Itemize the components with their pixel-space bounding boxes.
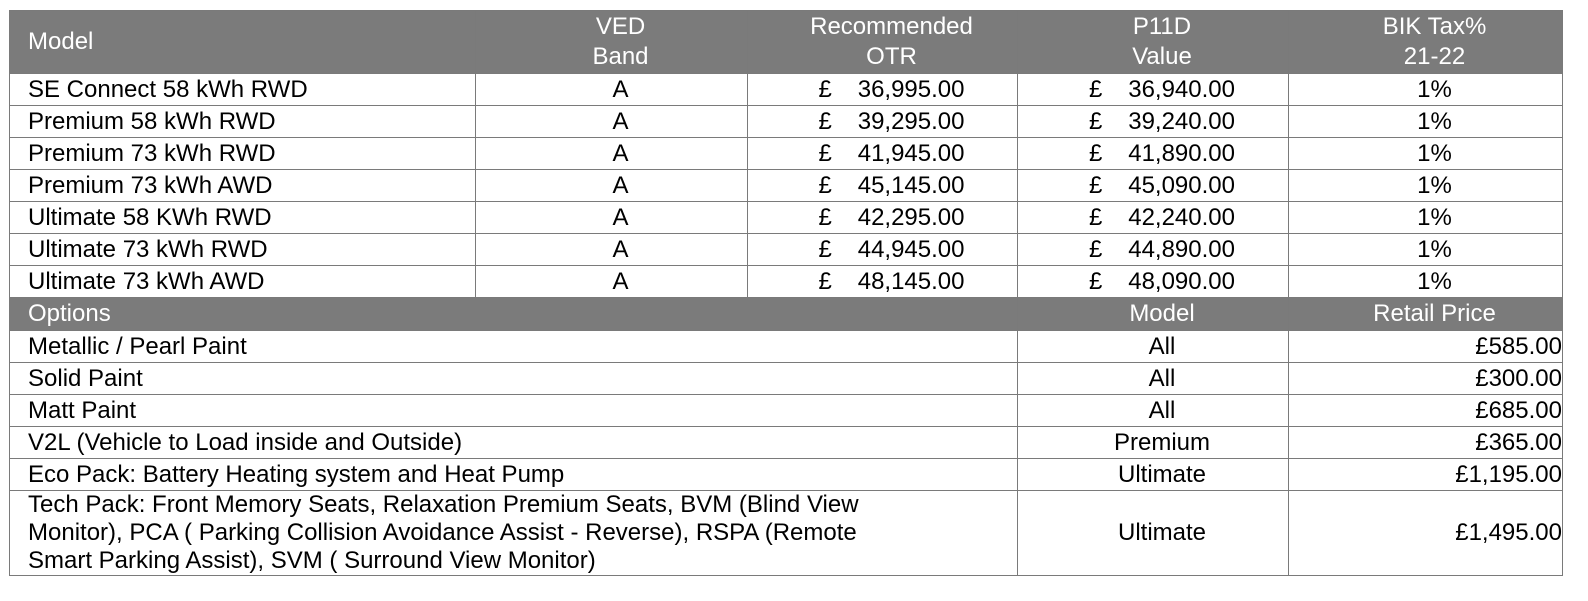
option-row — [10, 331, 1563, 363]
currency-symbol: £ — [1089, 75, 1103, 103]
model-row — [10, 138, 1563, 170]
currency-symbol: £ — [1089, 139, 1103, 167]
currency-symbol: £ — [818, 75, 832, 103]
currency-symbol: £ — [1089, 203, 1103, 231]
currency-symbol: £ — [818, 267, 832, 295]
currency-symbol: £ — [1089, 107, 1103, 135]
option-row — [10, 491, 1563, 576]
amount: 48,145.00 — [857, 267, 965, 295]
amount: 42,295.00 — [857, 203, 965, 231]
price-list-table — [9, 10, 1563, 576]
option-price: £685.00 — [1289, 395, 1563, 427]
option-line: Tech Pack: Front Memory Seats, Relaxation Premium Seats, BVM (Blind View — [28, 491, 859, 518]
header-recommended-otr — [748, 11, 1018, 74]
model-name: Ultimate 73 kWh AWD — [10, 266, 476, 298]
currency-symbol: £ — [818, 139, 832, 167]
header-p11d-value — [1018, 11, 1289, 74]
header-bik-line1: BIK Tax% — [1382, 13, 1487, 40]
amount: 36,995.00 — [857, 75, 965, 103]
option-name: V2L (Vehicle to Load inside and Outside) — [10, 427, 1018, 459]
model-name: Ultimate 73 kWh RWD — [10, 234, 476, 266]
header-model: Model — [10, 11, 476, 74]
amount: 41,945.00 — [857, 139, 965, 167]
amount: 41,890.00 — [1128, 139, 1235, 167]
header-retail-price: Retail Price — [1289, 298, 1563, 331]
p11d-value — [1018, 202, 1289, 234]
p11d-value — [1018, 234, 1289, 266]
option-name: Metallic / Pearl Paint — [10, 331, 1018, 363]
header-p11d-line2: Value — [1132, 43, 1192, 70]
model-row — [10, 202, 1563, 234]
p11d-value — [1018, 106, 1289, 138]
otr-price — [748, 234, 1018, 266]
amount: 42,240.00 — [1128, 203, 1235, 231]
otr-price — [748, 170, 1018, 202]
option-line: Smart Parking Assist), SVM ( Surround View Monitor) — [28, 547, 596, 574]
bik-tax: 1% — [1289, 170, 1563, 202]
model-row — [10, 74, 1563, 106]
currency-symbol: £ — [818, 171, 832, 199]
model-name: Premium 73 kWh AWD — [10, 170, 476, 202]
p11d-value — [1018, 170, 1289, 202]
option-name — [10, 491, 1018, 576]
ved-band: A — [476, 74, 748, 106]
option-model: All — [1018, 363, 1289, 395]
currency-symbol: £ — [1089, 235, 1103, 263]
amount: 36,940.00 — [1128, 75, 1235, 103]
model-name: Ultimate 58 KWh RWD — [10, 202, 476, 234]
bik-tax: 1% — [1289, 106, 1563, 138]
amount: 45,090.00 — [1128, 171, 1235, 199]
header-p11d-line1: P11D — [1132, 13, 1192, 40]
otr-price — [748, 106, 1018, 138]
ved-band: A — [476, 170, 748, 202]
option-name: Eco Pack: Battery Heating system and Heat Pump — [10, 459, 1018, 491]
option-model: Ultimate — [1018, 491, 1289, 576]
otr-price — [748, 202, 1018, 234]
header-ved-line2: Band — [592, 43, 649, 70]
currency-symbol: £ — [818, 203, 832, 231]
header-bik-line2: 21-22 — [1403, 43, 1466, 70]
header-otr-line2: OTR — [866, 43, 917, 70]
price-list — [9, 10, 1562, 576]
ved-band: A — [476, 234, 748, 266]
header-ved-band — [476, 11, 748, 74]
option-price: £365.00 — [1289, 427, 1563, 459]
option-price: £1,195.00 — [1289, 459, 1563, 491]
currency-symbol: £ — [818, 235, 832, 263]
options-header-row — [10, 298, 1563, 331]
model-name: Premium 73 kWh RWD — [10, 138, 476, 170]
bik-tax: 1% — [1289, 202, 1563, 234]
otr-price — [748, 74, 1018, 106]
model-row — [10, 170, 1563, 202]
header-otr-line1: Recommended — [810, 13, 973, 40]
header-ved-line1: VED — [595, 13, 646, 40]
amount: 39,295.00 — [857, 107, 965, 135]
model-row — [10, 266, 1563, 298]
header-options-model: Model — [1018, 298, 1289, 331]
amount: 48,090.00 — [1128, 267, 1235, 295]
models-header-row — [10, 11, 1563, 74]
header-options: Options — [10, 298, 1018, 331]
otr-price — [748, 266, 1018, 298]
option-row — [10, 363, 1563, 395]
model-row — [10, 234, 1563, 266]
model-name: SE Connect 58 kWh RWD — [10, 74, 476, 106]
bik-tax: 1% — [1289, 74, 1563, 106]
otr-price — [748, 138, 1018, 170]
option-price: £1,495.00 — [1289, 491, 1563, 576]
currency-symbol: £ — [818, 107, 832, 135]
model-row — [10, 106, 1563, 138]
amount: 39,240.00 — [1128, 107, 1235, 135]
option-row — [10, 395, 1563, 427]
bik-tax: 1% — [1289, 138, 1563, 170]
option-line: Monitor), PCA ( Parking Collision Avoidance Assist - Reverse), RSPA (Remote — [28, 519, 857, 546]
currency-symbol: £ — [1089, 267, 1103, 295]
amount: 44,890.00 — [1128, 235, 1235, 263]
option-row — [10, 459, 1563, 491]
option-price: £300.00 — [1289, 363, 1563, 395]
ved-band: A — [476, 202, 748, 234]
p11d-value — [1018, 74, 1289, 106]
option-model: Premium — [1018, 427, 1289, 459]
amount: 45,145.00 — [857, 171, 965, 199]
header-bik-tax — [1289, 11, 1563, 74]
amount: 44,945.00 — [857, 235, 965, 263]
bik-tax: 1% — [1289, 234, 1563, 266]
ved-band: A — [476, 266, 748, 298]
ved-band: A — [476, 138, 748, 170]
option-name: Solid Paint — [10, 363, 1018, 395]
option-name: Matt Paint — [10, 395, 1018, 427]
ved-band: A — [476, 106, 748, 138]
option-model: Ultimate — [1018, 459, 1289, 491]
p11d-value — [1018, 138, 1289, 170]
option-row — [10, 427, 1563, 459]
option-price: £585.00 — [1289, 331, 1563, 363]
p11d-value — [1018, 266, 1289, 298]
option-model: All — [1018, 331, 1289, 363]
bik-tax: 1% — [1289, 266, 1563, 298]
option-model: All — [1018, 395, 1289, 427]
model-name: Premium 58 kWh RWD — [10, 106, 476, 138]
currency-symbol: £ — [1089, 171, 1103, 199]
